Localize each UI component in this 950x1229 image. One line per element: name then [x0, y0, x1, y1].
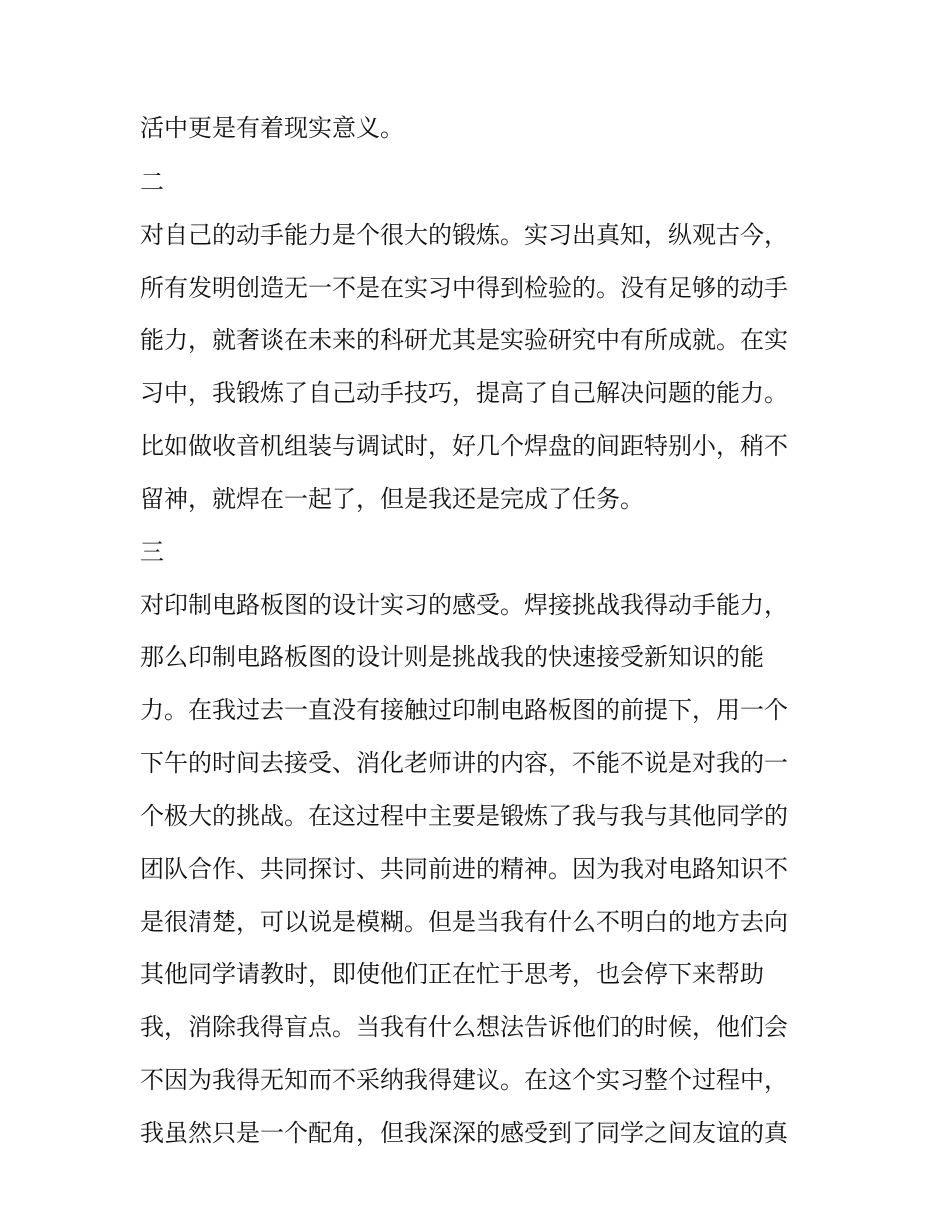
- text-line: 其他同学请教时，即使他们正在忙于思考，也会停下来帮助: [140, 960, 764, 988]
- text-line: 力。在我过去一直没有接触过印制电路板图的前提下，用一个: [140, 696, 788, 724]
- text-line: 个极大的挑战。在这过程中主要是锻炼了我与我与其他同学的: [140, 802, 788, 830]
- text-line: 不因为我得无知而不采纳我得建议。在这个实习整个过程中，: [140, 1066, 788, 1094]
- text-line: 比如做收音机组装与调试时，好几个焊盘的间距特别小，稍不: [140, 432, 788, 460]
- text-line: 那么印制电路板图的设计则是挑战我的快速接受新知识的能: [140, 643, 764, 671]
- text-line: 活中更是有着现实意义。: [140, 114, 404, 142]
- text-line: 对自己的动手能力是个很大的锻炼。实习出真知，纵观古今，: [140, 221, 788, 249]
- text-line: 习中，我锻炼了自己动手技巧，提高了自己解决问题的能力。: [140, 379, 788, 407]
- text-line: 能力，就奢谈在未来的科研尤其是实验研究中有所成就。在实: [140, 326, 788, 354]
- text-line: 我，消除我得盲点。当我有什么想法告诉他们的时候，他们会: [140, 1013, 788, 1041]
- text-line: 所有发明创造无一不是在实习中得到检验的。没有足够的动手: [140, 274, 788, 302]
- text-line: 我虽然只是一个配角，但我深深的感受到了同学之间友谊的真: [140, 1119, 788, 1147]
- text-line: 对印制电路板图的设计实习的感受。焊接挑战我得动手能力，: [140, 591, 788, 619]
- text-line: 下午的时间去接受、消化老师讲的内容，不能不说是对我的一: [140, 749, 788, 777]
- text-line: 留神，就焊在一起了，但是我还是完成了任务。: [140, 485, 644, 513]
- text-line: 团队合作、共同探讨、共同前进的精神。因为我对电路知识不: [140, 855, 788, 883]
- section-number: 三: [140, 538, 164, 566]
- section-number: 二: [140, 168, 164, 196]
- text-line: 是很清楚，可以说是模糊。但是当我有什么不明白的地方去向: [140, 908, 788, 936]
